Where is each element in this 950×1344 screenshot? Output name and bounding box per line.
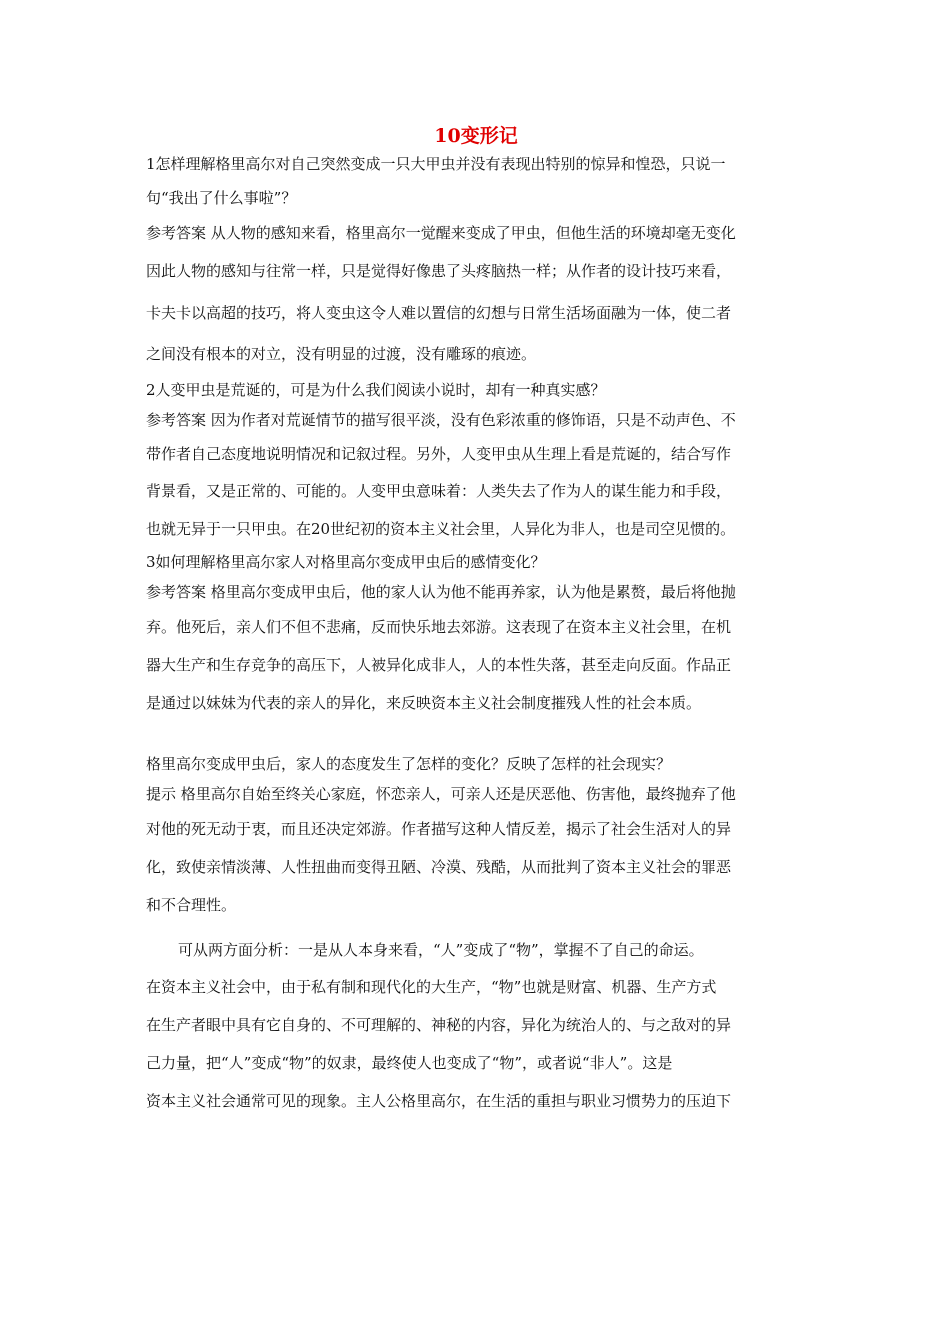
- question-1-line-2: 句“我出了什么事啦”？: [146, 189, 297, 207]
- answer-2: [146, 404, 806, 548]
- analysis-line: 在资本主义社会中，由于私有制和现代化的大生产，“物”也就是财富、机器、生产方式: [146, 978, 717, 996]
- question-3: 3如何理解格里高尔家人对格里高尔变成甲虫后的感情变化？: [146, 553, 546, 571]
- hint-line: 提示 格里高尔自始至终关心家庭，怀恋亲人，可亲人还是厌恶他、伤害他，最终抛弃了他: [146, 785, 736, 803]
- analysis-line: 己力量，把“人”变成“物”的奴隶，最终使人也变成了“物”，或者说“非人”。这是: [146, 1054, 673, 1072]
- answer-1: [146, 218, 806, 376]
- answer-2-line: 带作者自己态度地说明情况和记叙过程。另外，人变甲虫从生理上看是荒诞的，结合写作: [146, 445, 732, 463]
- hint-line: 和不合理性。: [146, 896, 237, 914]
- hint-line: 化，致使亲情淡薄、人性扭曲而变得丑陋、冷漠、残酷，从而批判了资本主义社会的罪恶: [146, 858, 732, 876]
- answer-1-line: 因此人物的感知与往常一样，只是觉得好像患了头疼脑热一样；从作者的设计技巧来看，: [146, 262, 732, 280]
- analysis-line: 资本主义社会通常可见的现象。主人公格里高尔，在生活的重担与职业习惯势力的压迫下: [146, 1092, 732, 1110]
- analysis-block: [146, 932, 806, 1120]
- hint-block: [146, 778, 806, 924]
- question-2: 2人变甲虫是荒诞的，可是为什么我们阅读小说时，却有一种真实感？: [146, 381, 606, 399]
- question-1: [146, 152, 806, 220]
- answer-2-line: 参考答案 因为作者对荒诞情节的描写很平淡，没有色彩浓重的修饰语，只是不动声色、不: [146, 411, 736, 429]
- answer-1-line: 参考答案 从人物的感知来看，格里高尔一觉醒来变成了甲虫，但他生活的环境却毫无变化: [146, 224, 736, 242]
- analysis-line: 可从两方面分析：一是从人本身来看，“人”变成了“物”，掌握不了自己的命运。: [178, 941, 704, 959]
- answer-1-line: 之间没有根本的对立，没有明显的过渡，没有雕琢的痕迹。: [146, 345, 537, 363]
- document-title: 10变形记: [434, 125, 518, 147]
- question-1-line-1: 1怎样理解格里高尔对自己突然变成一只大甲虫并没有表现出特别的惊异和惶恐，只说一: [146, 155, 726, 173]
- answer-3-line: 参考答案 格里高尔变成甲虫后，他的家人认为他不能再养家，认为他是累赘，最后将他抛: [146, 583, 736, 601]
- answer-3-line: 弃。他死后，亲人们不但不悲痛，反而快乐地去郊游。这表现了在资本主义社会里，在机: [146, 618, 732, 636]
- hint-line: 对他的死无动于衷，而且还决定郊游。作者描写这种人情反差，揭示了社会生活对人的异: [146, 820, 732, 838]
- document-page: [146, 122, 806, 1120]
- answer-3-line: 器大生产和生存竞争的高压下，人被异化成非人，人的本性失落，甚至走向反面。作品正: [146, 656, 732, 674]
- answer-3-line: 是通过以妹妹为代表的亲人的异化，来反映资本主义社会制度摧残人性的社会本质。: [146, 694, 702, 712]
- question-4: 格里高尔变成甲虫后，家人的态度发生了怎样的变化？反映了怎样的社会现实？: [146, 755, 672, 773]
- answer-3: [146, 576, 806, 722]
- analysis-line: 在生产者眼中具有它自身的、不可理解的、神秘的内容，异化为统治人的、与之敌对的异: [146, 1016, 732, 1034]
- answer-1-line: 卡夫卡以高超的技巧，将人变虫这令人难以置信的幻想与日常生活场面融为一体，使二者: [146, 304, 732, 322]
- answer-2-line: 背景看，又是正常的、可能的。人变甲虫意味着：人类失去了作为人的谋生能力和手段，: [146, 482, 732, 500]
- answer-2-line: 也就无异于一只甲虫。在20世纪初的资本主义社会里，人异化为非人，也是司空见惯的。: [146, 520, 736, 538]
